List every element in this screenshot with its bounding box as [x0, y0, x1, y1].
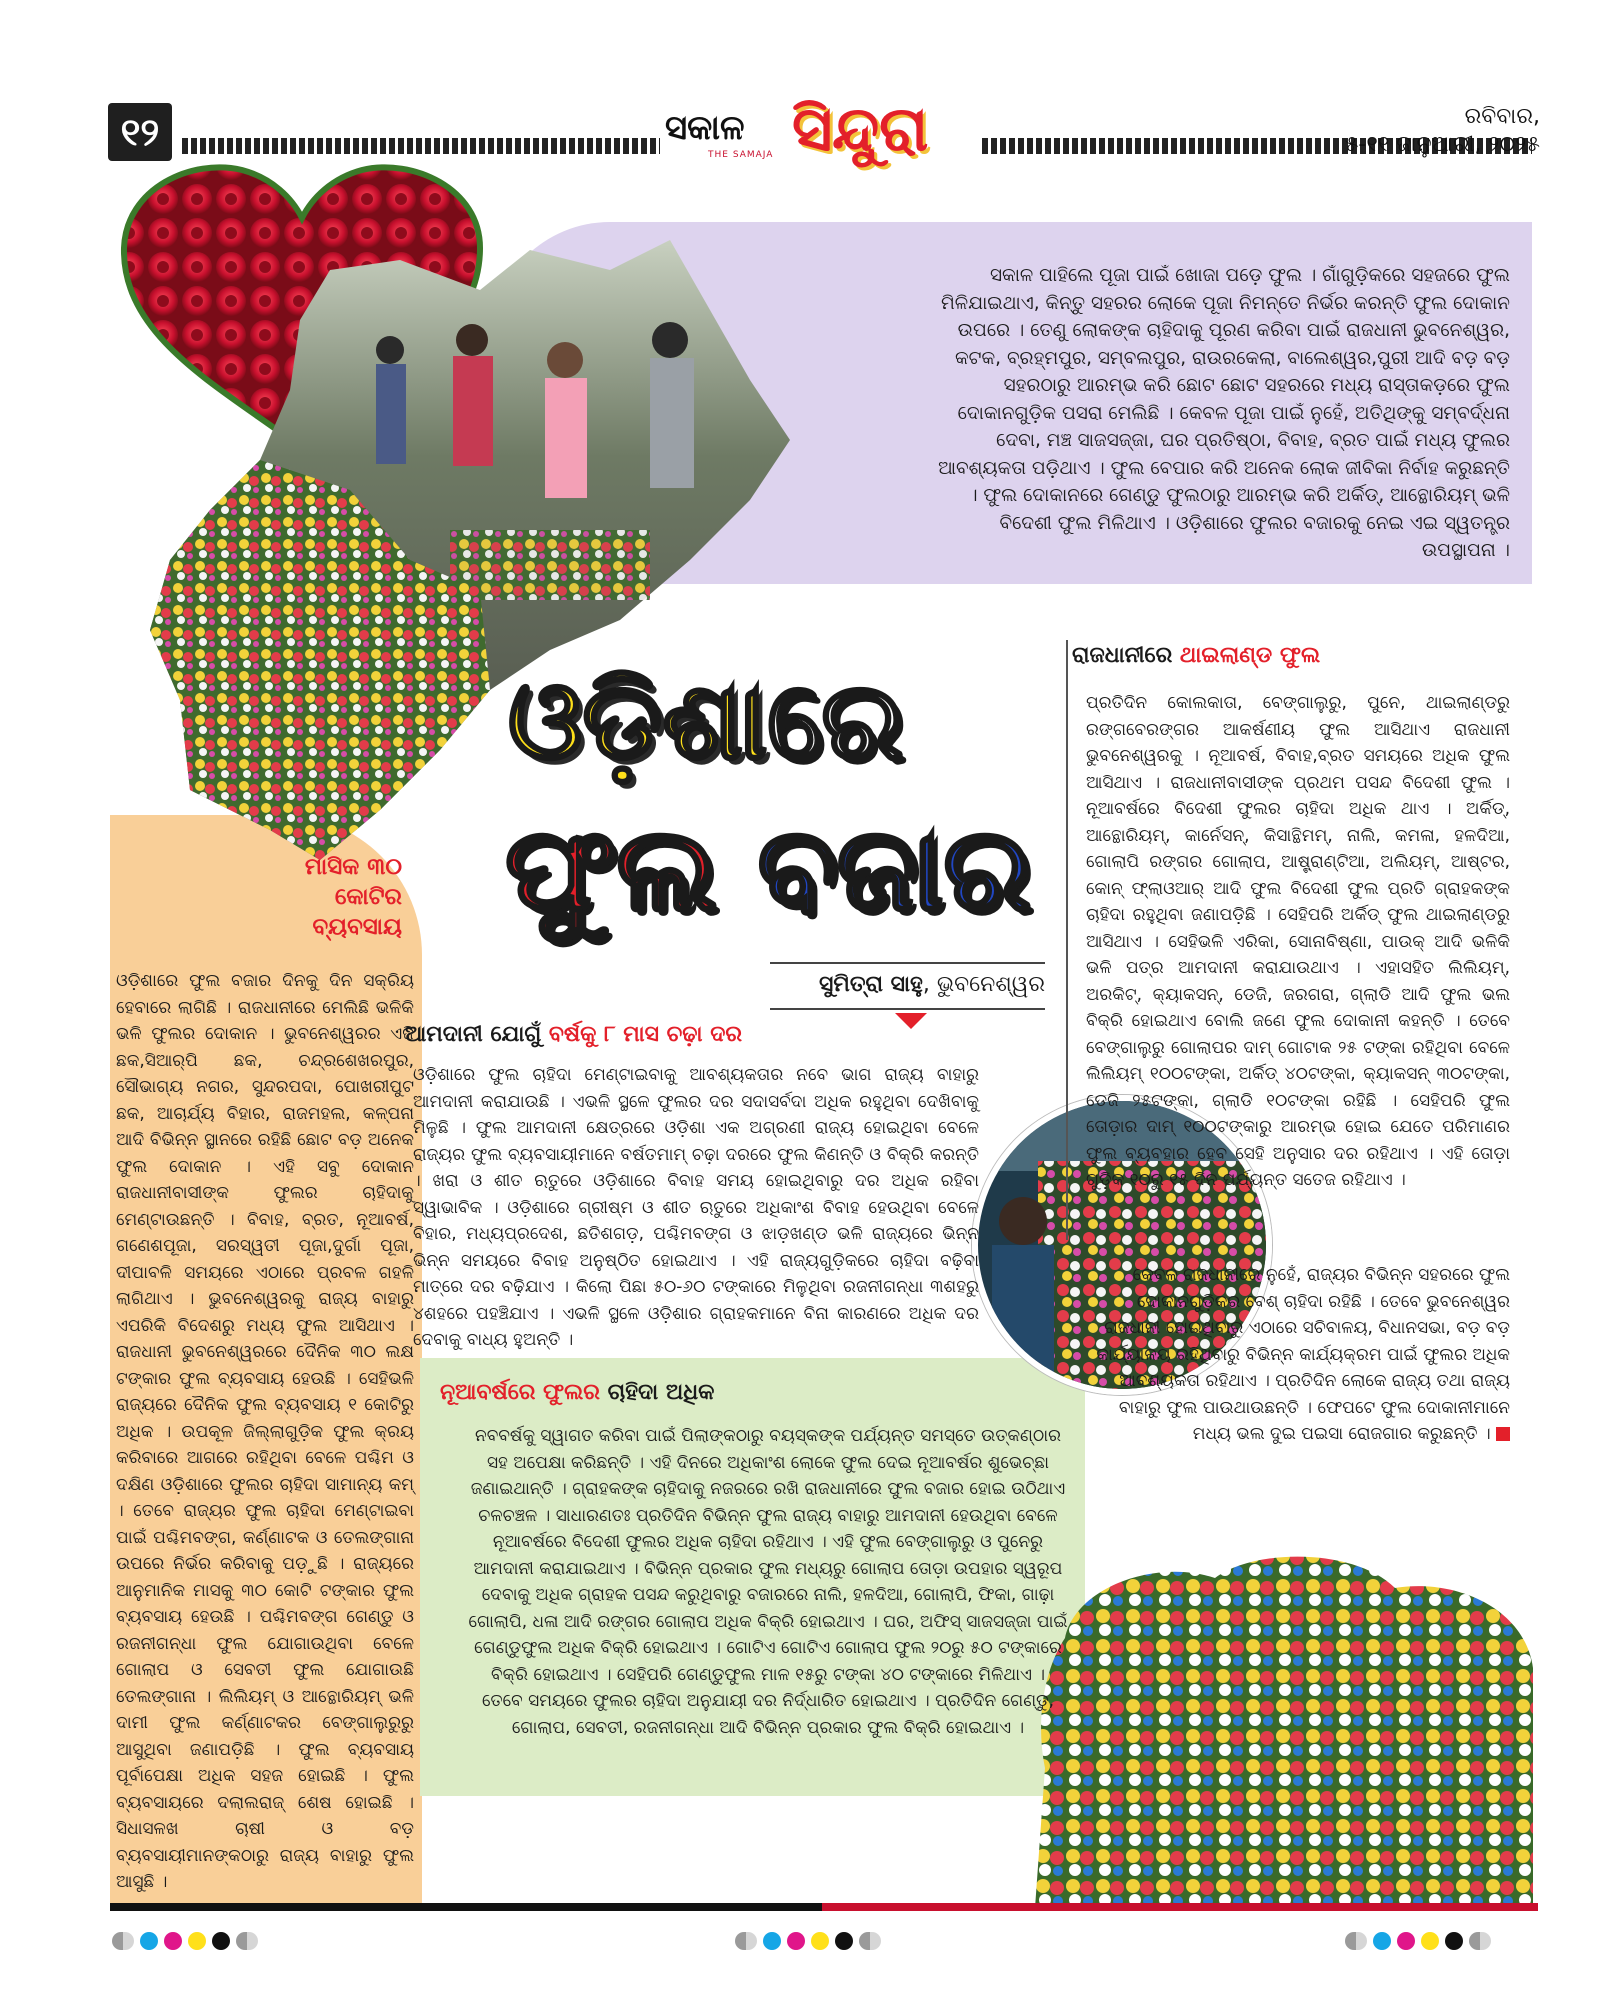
headline-word-re: ରେ — [767, 659, 904, 784]
registration-marks-center — [735, 1930, 887, 1952]
flower-bouquets-photo — [1035, 1548, 1535, 1908]
registration-mark-gray — [1345, 1932, 1367, 1950]
registration-mark-black — [1445, 1932, 1463, 1950]
registration-mark-magenta — [787, 1932, 805, 1950]
byline — [760, 972, 1045, 997]
byline-place: , ଭୁବନେଶ୍ୱର — [922, 972, 1045, 997]
headline-word-odisha: ଓଡ଼ିଶା — [508, 659, 768, 784]
import-heading-red: ବର୍ଷକୁ ୮ ମାସ ଚଢ଼ା ଦର — [541, 1022, 743, 1047]
thailand-heading-black: ରାଜଧାନୀରେ — [1072, 643, 1173, 668]
thailand-section-body-2 — [1086, 1262, 1510, 1448]
brand-logo: ସକାଳ — [665, 108, 745, 148]
registration-mark-magenta — [1397, 1932, 1415, 1950]
registration-mark-black — [212, 1932, 230, 1950]
dateline-day: ରବିବାର, — [1464, 104, 1540, 129]
registration-mark-magenta — [164, 1932, 182, 1950]
registration-mark-yellow — [188, 1932, 206, 1950]
headline-word-bajara: ବଜାର — [757, 802, 1032, 937]
byline-pointer — [895, 1013, 927, 1029]
import-heading-black: ଆମଦାନୀ ଯୋଗୁଁ — [405, 1022, 542, 1047]
byline-rule-top — [770, 962, 1045, 964]
intro-text: ସକାଳ ପାହିଲେ ପୂଜା ପାଇଁ ଖୋଜା ପଡ଼େ ଫୁଲ । ଗାଁଗୁଡ଼ିକରେ ସହଜରେ ଫୁଲ ମିଳିଯାଇଥାଏ, କିନ୍ତୁ ସହରର ଲୋକେ ପୂଜା ନିମନ୍ତେ ନିର୍ଭର କରନ୍ତି ଫୁଲ ଦୋକାନ ଉପରେ । ତେଣୁ ଲୋକଙ୍କ ଚାହିଦାକୁ ପୂରଣ କରିବା ପାଇଁ ରାଜଧାନୀ ଭୁବନେଶ୍ୱର, କଟକ, ବ୍ରହ୍ମପୁର, ସମ୍ବଲପୁର, ରାଉରକେଲା, ବାଲେଶ୍ୱର,ପୁରୀ ଆଦି ବଡ଼ ବଡ଼ ସହରଠାରୁ ଆରମ୍ଭ କରି ଛୋଟ ଛୋଟ ସହରରେ ମଧ୍ୟ ରାସ୍ତାକଡ଼ରେ ଫୁଲ ଦୋକାନଗୁଡ଼ିକ ପସରା ମେଲିଛି । କେବଳ ପୂଜା ପାଇଁ ନୁହେଁ, ଅତିଥିଙ୍କୁ ସମ୍ବର୍ଦ୍ଧନା ଦେବା, ମଞ୍ଚ ସାଜସଜ୍ଜା, ଘର ପ୍ରତିଷ୍ଠା, ବିବାହ, ବ୍ରତ ପାଇଁ ମଧ୍ୟ ଫୁଲର ଆବଶ୍ୟକତା ପଡ଼ିଥାଏ । ଫୁଲ ବେପାର କରି ଅନେକ ଲୋକ ଜୀବିକା ନିର୍ବାହ କରୁଛନ୍ତି । ଫୁଲ ଦୋକାନରେ ଗେଣ୍ଡୁ ଫୁଲଠାରୁ ଆରମ୍ଭ କରି ଅର୍କିଡ୍, ଆନ୍ଥୋରିୟମ୍ ଭଳି ବିଦେଶୀ ଫୁଲ ମିଳିଥାଏ । ଓଡ଼ିଶାରେ ଫୁଲର ବଜାରକୁ ନେଇ ଏଇ ସ୍ୱତନ୍ତ୍ର ଉପସ୍ଥାପନା । — [938, 265, 1510, 561]
thailand-body-2-text: କେବଳ ରାଜଧାନୀରେ ନୁହେଁ, ରାଜ୍ୟର ବିଭିନ୍ନ ସହରରେ ଫୁଲ ଦୋକାନଗୁଡ଼ିକର ବେଶ୍ ଚାହିଦା ରହିଛି । ତେବେ ଭୁବନେଶ୍ୱର ରାଜଧାନୀ ହୋଇଥିବାରୁ ଏଠାରେ ସଚିବାଳୟ, ବିଧାନସଭା, ବଡ଼ ବଡ଼ କାର୍ଯ୍ୟାଳୟ ରହିଥିବାରୁ ବିଭିନ୍ନ କାର୍ଯ୍ୟକ୍ରମ ପାଇଁ ଫୁଲର ଅଧିକ ଆବଶ୍ୟକତା ରହିଥାଏ । ପ୍ରତିଦିନ ଲୋକେ ରାଜ୍ୟ ତଥା ରାଜ୍ୟ ବାହାରୁ ଫୁଲ ପାଉଥାଉଛନ୍ତି । ଫେପଟେ ଫୁଲ ଦୋକାନୀମାନେ ମଧ୍ୟ ଭଲ ଦୁଇ ପଇସା ରୋଜଗାର କରୁଛନ୍ତି । — [1096, 1265, 1510, 1444]
thailand-section-heading — [1072, 643, 1492, 668]
brand-tagline: THE SAMAJA — [708, 150, 774, 160]
registration-mark-cyan — [763, 1932, 781, 1950]
import-section-body: ଓଡ଼ିଶାରେ ଫୁଲ ଚାହିଦା ମେଣ୍ଟାଇବାକୁ ଆବଶ୍ୟକତାର ନବେ ଭାଗ ରାଜ୍ୟ ବାହାରୁ ଆମଦାନୀ କରାଯାଉଛି । ଏଭଳି ସ୍ଥଳେ ଫୁଲର ଦର ସଦାସର୍ବଦା ଅଧିକ ରହୁଥିବା ଦେଖିବାକୁ ମିଳୁଛି । ଫୁଲ ଆମଦାନୀ କ୍ଷେତ୍ରରେ ଓଡ଼ିଶା ଏକ ଅଗ୍ରଣୀ ରାଜ୍ୟ ହୋଇଥିବା ବେଳେ ରାଜ୍ୟର ଫୁଲ ବ୍ୟବସାୟୀମାନେ ବର୍ଷତମାମ୍ ଚଢ଼ା ଦରରେ ଫୁଲ କିଣନ୍ତି ଓ ବିକ୍ରି କରନ୍ତି । ଖରା ଓ ଶୀତ ଋତୁରେ ଓଡ଼ିଶାରେ ବିବାହ ସମୟ ହୋଇଥିବାରୁ ଦର ଅଧିକ ରହିବା ସ୍ୱାଭାବିକ । ଓଡ଼ିଶାରେ ଗ୍ରୀଷ୍ମ ଓ ଶୀତ ଋତୁରେ ଅଧିକାଂଶ ବିବାହ ହେଉଥିବା ବେଳେ ବିହାର, ମଧ୍ୟପ୍ରଦେଶ, ଛତିଶଗଡ଼, ପଶ୍ଚିମବଙ୍ଗ ଓ ଝାଡ଼ଖଣ୍ଡ ଭଳି ରାଜ୍ୟରେ ଭିନ୍ନ ଭିନ୍ନ ସମୟରେ ବିବାହ ଅନୁଷ୍ଠିତ ହୋଇଥାଏ । ଏହି ରାଜ୍ୟଗୁଡ଼ିକରେ ଚାହିଦା ବଢ଼ିବା ମାତ୍ରେ ଦର ବଢ଼ିଯାଏ । କିଲୋ ପିଛା ୫୦-୬୦ ଟଙ୍କାରେ ମିଳୁଥିବା ରଜନୀଗନ୍ଧା ୩ଶହରୁ ୪ଶହରେ ପହଞ୍ଚିଯାଏ । ଏଭଳି ସ୍ଥଳେ ଓଡ଼ିଶାର ଗ୍ରାହକମାନେ ବିନା କାରଣରେ ଅଧିକ ଦର ଦେବାକୁ ବାଧ୍ୟ ହୁଅନ୍ତି । — [413, 1065, 979, 1350]
registration-mark-gray — [112, 1932, 134, 1950]
registration-mark-gray — [1469, 1932, 1491, 1950]
registration-mark-gray — [735, 1932, 757, 1950]
headline-line-2 — [505, 802, 1032, 937]
thailand-heading-red: ଥାଇଲାଣ୍ଡ ଫୁଲ — [1172, 643, 1321, 668]
registration-mark-black — [835, 1932, 853, 1950]
registration-mark-yellow — [811, 1932, 829, 1950]
registration-mark-cyan — [1373, 1932, 1391, 1950]
page-number: ୧୨ — [108, 103, 172, 161]
registration-mark-gray — [859, 1932, 881, 1950]
headline-word-phula: ଫୁଲ — [505, 802, 718, 937]
registration-marks-left — [112, 1930, 264, 1952]
footer-rule-red — [822, 1903, 1538, 1911]
headline-line-1 — [508, 659, 904, 784]
thailand-divider — [1066, 640, 1068, 1240]
newyear-section-heading — [440, 1380, 960, 1405]
byline-author: ସୁମିତ୍ରା ସାହୁ — [819, 972, 923, 997]
thailand-section-body: ପ୍ରତିଦିନ କୋଲକାତା, ବେଙ୍ଗାଲୁରୁ, ପୁନେ, ଥାଇଲାଣ୍ଡରୁ ରଙ୍ଗବେରଙ୍ଗର ଆକର୍ଷଣୀୟ ଫୁଲ ଆସିଥାଏ ରାଜଧାନୀ ଭୁବନେଶ୍ୱରକୁ । ନୂଆବର୍ଷ, ବିବାହ,ବ୍ରତ ସମୟରେ ଅଧିକ ଫୁଲ ଆସିଥାଏ । ରାଜଧାନୀବାସୀଙ୍କ ପ୍ରଥମ ପସନ୍ଦ ବିଦେଶୀ ଫୁଲ । ନୂଆବର୍ଷରେ ବିଦେଶୀ ଫୁଲର ଚାହିଦା ଅଧିକ ଥାଏ । ଅର୍କିଡ୍, ଆନ୍ଥୋରିୟମ୍, କାର୍ନେସନ୍, କିସାନ୍ଥିମମ୍, ନାଲି, କମଳା, ହଳଦିଆ, ଗୋଲାପି ରଙ୍ଗର ଗୋଲାପ, ଆଷ୍ଟ୍ରାଣ୍ଟିଆ, ଅଲିୟମ୍, ଆଷ୍ଟର, କୋନ୍ ଫ୍ଲାଓଆର୍ ଆଦି ଫୁଲ ବିଦେଶୀ ଫୁଲ ପ୍ରତି ଗ୍ରାହକଙ୍କ ଚାହିଦା ରହୁଥିବା ଜଣାପଡ଼ିଛି । ସେହିପରି ଅର୍କିଡ୍ ଫୁଲ ଥାଇଲାଣ୍ଡରୁ ଆସିଥାଏ । ସେହିଭଳି ଏରିକା, ସୋନାବିଷ୍ଣା, ପାଉକ୍ ଆଦି ଭଳିକି ଭଳି ପତ୍ର ଆମଦାନୀ କରାଯାଉଥାଏ । ଏହାସହିତ ଲିଲିୟମ୍, ଅରକିଟ୍, କ୍ୟାକସନ୍, ଡେଜି, ଜରଗରା, ଗ୍ଲାଡି ଆଦି ଫୁଲ ଭଲ ବିକ୍ରି ହୋଇଥାଏ ବୋଲି ଜଣେ ଫୁଲ ଦୋକାନୀ କହନ୍ତି । ତେବେ ବେଙ୍ଗାଲୁରୁ ଗୋଲାପର ଦାମ୍ ଗୋଟାକ ୨୫ ଟଙ୍କା ରହିଥିବା ବେଳେ ଲିଲିୟମ୍ ୧୦୦ଟଙ୍କା, ଅର୍କିଡ୍ ୪୦ଟଙ୍କା, କ୍ୟାକସନ୍ ୩୦ଟଙ୍କା, ଡେଜି ୨୫ଟଙ୍କା, ଗ୍ଲାଡି ୧୦ଟଙ୍କା ରହିଛି । ସେହିପରି ଫୁଲ ତୋଡ଼ାର ଦାମ୍ ୧୦୦ଟଙ୍କାରୁ ଆରମ୍ଭ ହୋଇ ଯେତେ ପରିମାଣର ଫୁଲ ବ୍ୟବହାର ହେବ ସେହି ଅନୁସାର ଦର ରହିଥାଏ । ଏହି ତୋଡ଼ା ଗୁଡ଼ିକ ୧୦ରୁ ୧୫ ଦିନ ପର୍ଯ୍ୟନ୍ତ ସତେଜ ରହିଥାଏ । — [1086, 693, 1510, 1190]
sidebar-heading: ମାସିକ ୩୦ କୋଟିର ବ୍ୟବସାୟ — [304, 854, 402, 940]
import-section-heading — [405, 1022, 855, 1047]
end-mark — [1496, 1427, 1510, 1441]
dateline-date-range: ୫-୧୧ ଜାନୁଆରୀ, ୨୦୨୫ — [1344, 132, 1540, 157]
byline-rule-bottom — [770, 1008, 1045, 1010]
registration-mark-cyan — [140, 1932, 158, 1950]
supplement-logo: ସିନ୍ଦୁରା — [792, 92, 929, 165]
registration-marks-right — [1345, 1930, 1497, 1952]
registration-mark-gray — [236, 1932, 258, 1950]
sidebar-body: ଓଡ଼ିଶାରେ ଫୁଲ ବଜାର ଦିନକୁ ଦିନ ସକ୍ରିୟ ହେବାରେ ଲାଗିଛି । ରାଜଧାନୀରେ ମେଲିଛି ଭଳିକି ଭଳି ଫୁଲର ଦୋକାନ । ଭୁବନେଶ୍ୱରର ଏଜି ଛକ,ସିଆର୍‌ପି ଛକ, ଚନ୍ଦ୍ରଶେଖରପୁର, ସୌଭାଗ୍ୟ ନଗର, ସୁନ୍ଦରପଦା, ପୋଖରୀପୁଟ ଛକ, ଆଚାର୍ଯ୍ୟ ବିହାର, ରାଜମହଲ, କଳ୍ପନା ଆଦି ବିଭିନ୍ନ ସ୍ଥାନରେ ରହିଛି ଛୋଟ ବଡ଼ ଅନେକ ଫୁଲ ଦୋକାନ । ଏହି ସବୁ ଦୋକାନ ରାଜଧାନୀବାସୀଙ୍କ ଫୁଲର ଚାହିଦାକୁ ମେଣ୍ଟାଉଛନ୍ତି । ବିବାହ, ବ୍ରତ, ନୂଆବର୍ଷ, ଗଣେଶପୂଜା, ସରସ୍ୱତୀ ପୂଜା,ଦୁର୍ଗା ପୂଜା, ଦୀପାବଳି ସମୟରେ ଏଠାରେ ପ୍ରବଳ ଗହଳି ଲାଗିଥାଏ । ଭୁବନେଶ୍ୱରକୁ ରାଜ୍ୟ ବାହାରୁ ଏପରିକି ବିଦେଶରୁ ମଧ୍ୟ ଫୁଲ ଆସିଥାଏ । ରାଜଧାନୀ ଭୁବନେଶ୍ୱରରେ ଦୈନିକ ୩୦ ଲକ୍ଷ ଟଙ୍କାର ଫୁଲ ବ୍ୟବସାୟ ହେଉଛି । ସେହିଭଳି ରାଜ୍ୟରେ ଦୈନିକ ଫୁଲ ବ୍ୟବସାୟ ୧ କୋଟିରୁ ଅଧିକ । ଉପକୂଳ ଜିଲ୍ଲାଗୁଡ଼ିକ ଫୁଲ କ୍ରୟ କରିବାରେ ଆଗରେ ରହିଥିବା ବେଳେ ପଶ୍ଚିମ ଓ ଦକ୍ଷିଣ ଓଡ଼ିଶାରେ ଫୁଲର ଚାହିଦା ସାମାନ୍ୟ କମ୍ । ତେବେ ରାଜ୍ୟର ଫୁଲ ଚାହିଦା ମେଣ୍ଟାଇବା ପାଇଁ ପଶ୍ଚିମବଙ୍ଗ, କର୍ଣ୍ଣାଟକ ଓ ତେଲଙ୍ଗାନା ଉପରେ ନିର୍ଭର କରିବାକୁ ପଡ଼ୁଛି । ରାଜ୍ୟରେ ଆନୁମାନିକ ମାସକୁ ୩୦ କୋଟି ଟଙ୍କାର ଫୁଲ ବ୍ୟବସାୟ ହେଉଛି । ପଶ୍ଚିମବଙ୍ଗ ଗେଣ୍ଡୁ ଓ ରଜନୀଗନ୍ଧା ଫୁଲ ଯୋଗାଉଥିବା ବେଳେ ଗୋଲାପ ଓ ସେବତୀ ଫୁଲ ଯୋଗାଉଛି ତେଲଙ୍ଗାନା । ଲିଲିୟମ୍ ଓ ଆନ୍ଥୋରିୟମ୍ ଭଳି ଦାମୀ ଫୁଲ କର୍ଣ୍ଣାଟକର ବେଙ୍ଗାଲୁରୁରୁ ଆସୁଥିବା ଜଣାପଡ଼ିଛି । ଫୁଲ ବ୍ୟବସାୟ ପୂର୍ବାପେକ୍ଷା ଅଧିକ ସହଜ ହୋଇଛି । ଫୁଲ ବ୍ୟବସାୟରେ ଦଲାଲରାଜ୍ ଶେଷ ହୋଇଛି । ସିଧାସଳଖ ଚାଷୀ ଓ ବଡ଼ ବ୍ୟବସାୟୀମାନଙ୍କଠାରୁ ରାଜ୍ୟ ବାହାରୁ ଫୁଲ ଆସୁଛି । — [116, 971, 414, 1892]
newyear-heading-black: ଚାହିଦା ଅଧିକ — [600, 1380, 715, 1405]
registration-mark-yellow — [1421, 1932, 1439, 1950]
newyear-heading-red: ନୂଆବର୍ଷରେ ଫୁଲର — [440, 1380, 600, 1405]
newyear-section-body: ନବବର୍ଷକୁ ସ୍ୱାଗତ କରିବା ପାଇଁ ପିଲାଙ୍କଠାରୁ ବୟସ୍କଙ୍କ ପର୍ଯ୍ୟନ୍ତ ସମସ୍ତେ ଉତ୍କଣ୍ଠାର ସହ ଅପେକ୍ଷା କରିଛନ୍ତି । ଏହି ଦିନରେ ଅଧିକାଂଶ ଲୋକେ ଫୁଲ ଦେଇ ନୂଆବର୍ଷର ଶୁଭେଚ୍ଛା ଜଣାଇଥାନ୍ତି । ଗ୍ରାହକଙ୍କ ଚାହିଦାକୁ ନଜରରେ ରଖି ରାଜଧାନୀରେ ଫୁଲ ବଜାର ହୋଇ ଉଠିଥାଏ ଚଳଚଞ୍ଚଳ । ସାଧାରଣତଃ ପ୍ରତିଦିନ ବିଭିନ୍ନ ଫୁଲ ରାଜ୍ୟ ବାହାରୁ ଆମଦାନୀ ହେଉଥିବା ବେଳେ ନୂଆବର୍ଷରେ ବିଦେଶୀ ଫୁଲର ଅଧିକ ଚାହିଦା ରହିଥାଏ । ଏହି ଫୁଲ ବେଙ୍ଗାଲୁରୁ ଓ ପୁନେରୁ ଆମଦାନୀ କରାଯାଇଥାଏ । ବିଭିନ୍ନ ପ୍ରକାର ଫୁଲ ମଧ୍ୟରୁ ଗୋଲାପ ତୋଡ଼ା ଉପହାର ସ୍ୱରୂପ ଦେବାକୁ ଅଧିକ ଗ୍ରାହକ ପସନ୍ଦ କରୁଥିବାରୁ ବଜାରରେ ନାଲି, ହଳଦିଆ, ଗୋଲାପି, ଫିକା, ଗାଢ଼ା ଗୋଲାପି, ଧଳା ଆଦି ରଙ୍ଗର ଗୋଲାପ ଅଧିକ ବିକ୍ରି ହୋଇଥାଏ । ଘର, ଅଫିସ୍ ସାଜସଜ୍ଜା ପାଇଁ ଗେଣ୍ଡୁଫୁଲ ଅଧିକ ବିକ୍ରି ହୋଇଥାଏ । ଗୋଟିଏ ଗୋଟିଏ ଗୋଲାପ ଫୁଲ ୨୦ରୁ ୫୦ ଟଙ୍କାରେ ବିକ୍ରି ହୋଇଥାଏ । ସେହିପରି ଗେଣ୍ଡୁଫୁଲ ମାଳ ୧୫ରୁ ଟଙ୍କା ୪୦ ଟଙ୍କାରେ ମିଳିଥାଏ । ତେବେ ସମୟରେ ଫୁଲର ଚାହିଦା ଅନୁଯାୟୀ ଦର ନିର୍ଦ୍ଧାରିତ ହୋଇଥାଏ । ପ୍ରତିଦିନ ଗେଣ୍ଡୁ, ଗୋଲାପ, ସେବତୀ, ରଜନୀଗନ୍ଧା ଆଦି ବିଭିନ୍ନ ପ୍ରକାର ଫୁଲ ବିକ୍ରି ହୋଇଥାଏ । — [468, 1426, 1068, 1738]
